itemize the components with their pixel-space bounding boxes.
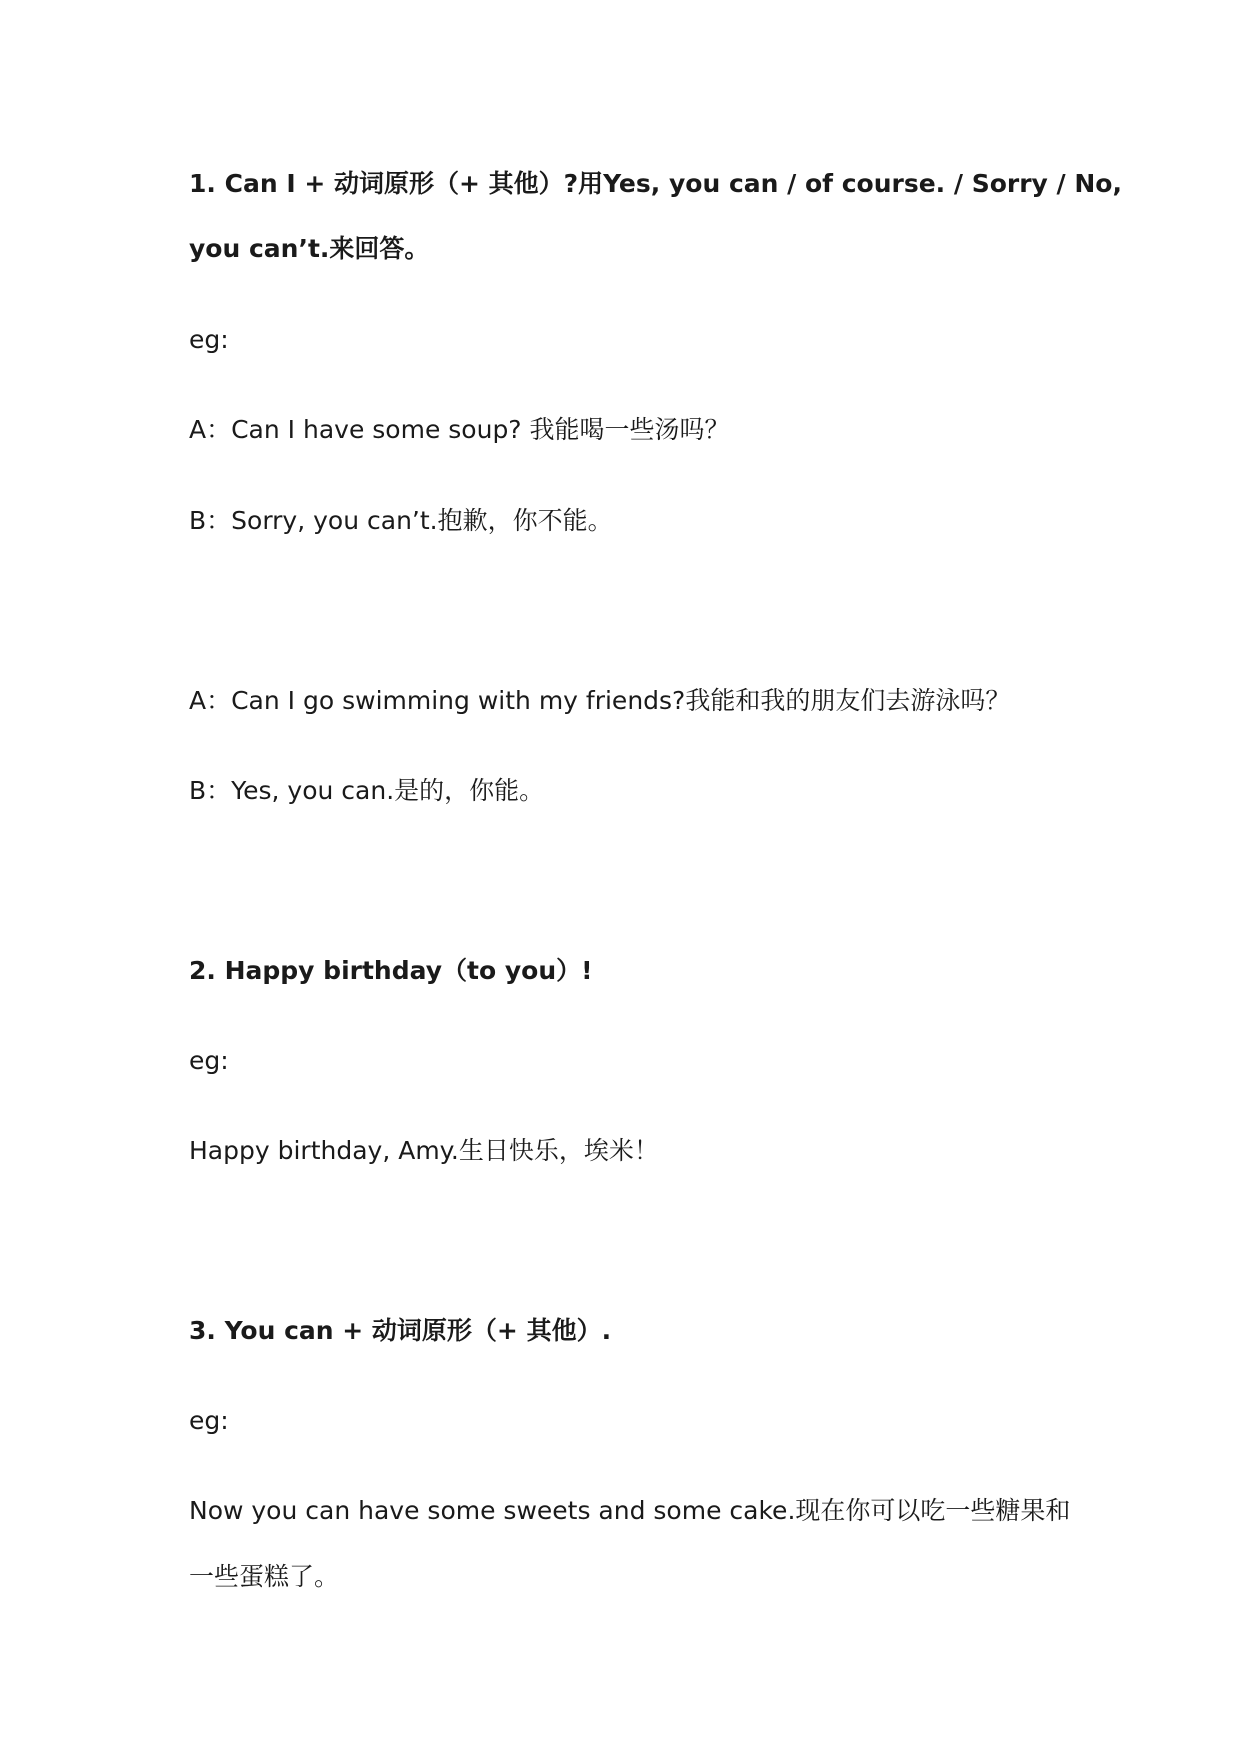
section-1-heading-line-2: you can’t.来回答。 [189,234,430,263]
example-sentence-line-2: 一些蛋糕了。 [189,1562,340,1591]
dialogue-line: A：Can I have some soup? 我能喝一些汤吗？ [189,415,730,444]
section-1-heading-line-1: 1. Can I + 动词原形（+ 其他）?用Yes, you can / of course. / Sorry / No, [189,169,1122,198]
example-label: eg: [189,325,229,354]
section-3-heading: 3. You can + 动词原形（+ 其他）. [189,1316,612,1345]
example-label: eg: [189,1046,229,1075]
section-2-heading: 2. Happy birthday（to you）! [189,956,593,985]
dialogue-line: A：Can I go swimming with my friends?我能和我的朋友们去游泳吗？ [189,686,1011,715]
dialogue-line: B：Yes, you can.是的，你能。 [189,776,545,805]
dialogue-line: B：Sorry, you can’t.抱歉，你不能。 [189,506,613,535]
example-label: eg: [189,1406,229,1435]
example-sentence: Happy birthday, Amy.生日快乐，埃米！ [189,1136,659,1165]
example-sentence-line-1: Now you can have some sweets and some cake.现在你可以吃一些糖果和 [189,1496,1071,1525]
